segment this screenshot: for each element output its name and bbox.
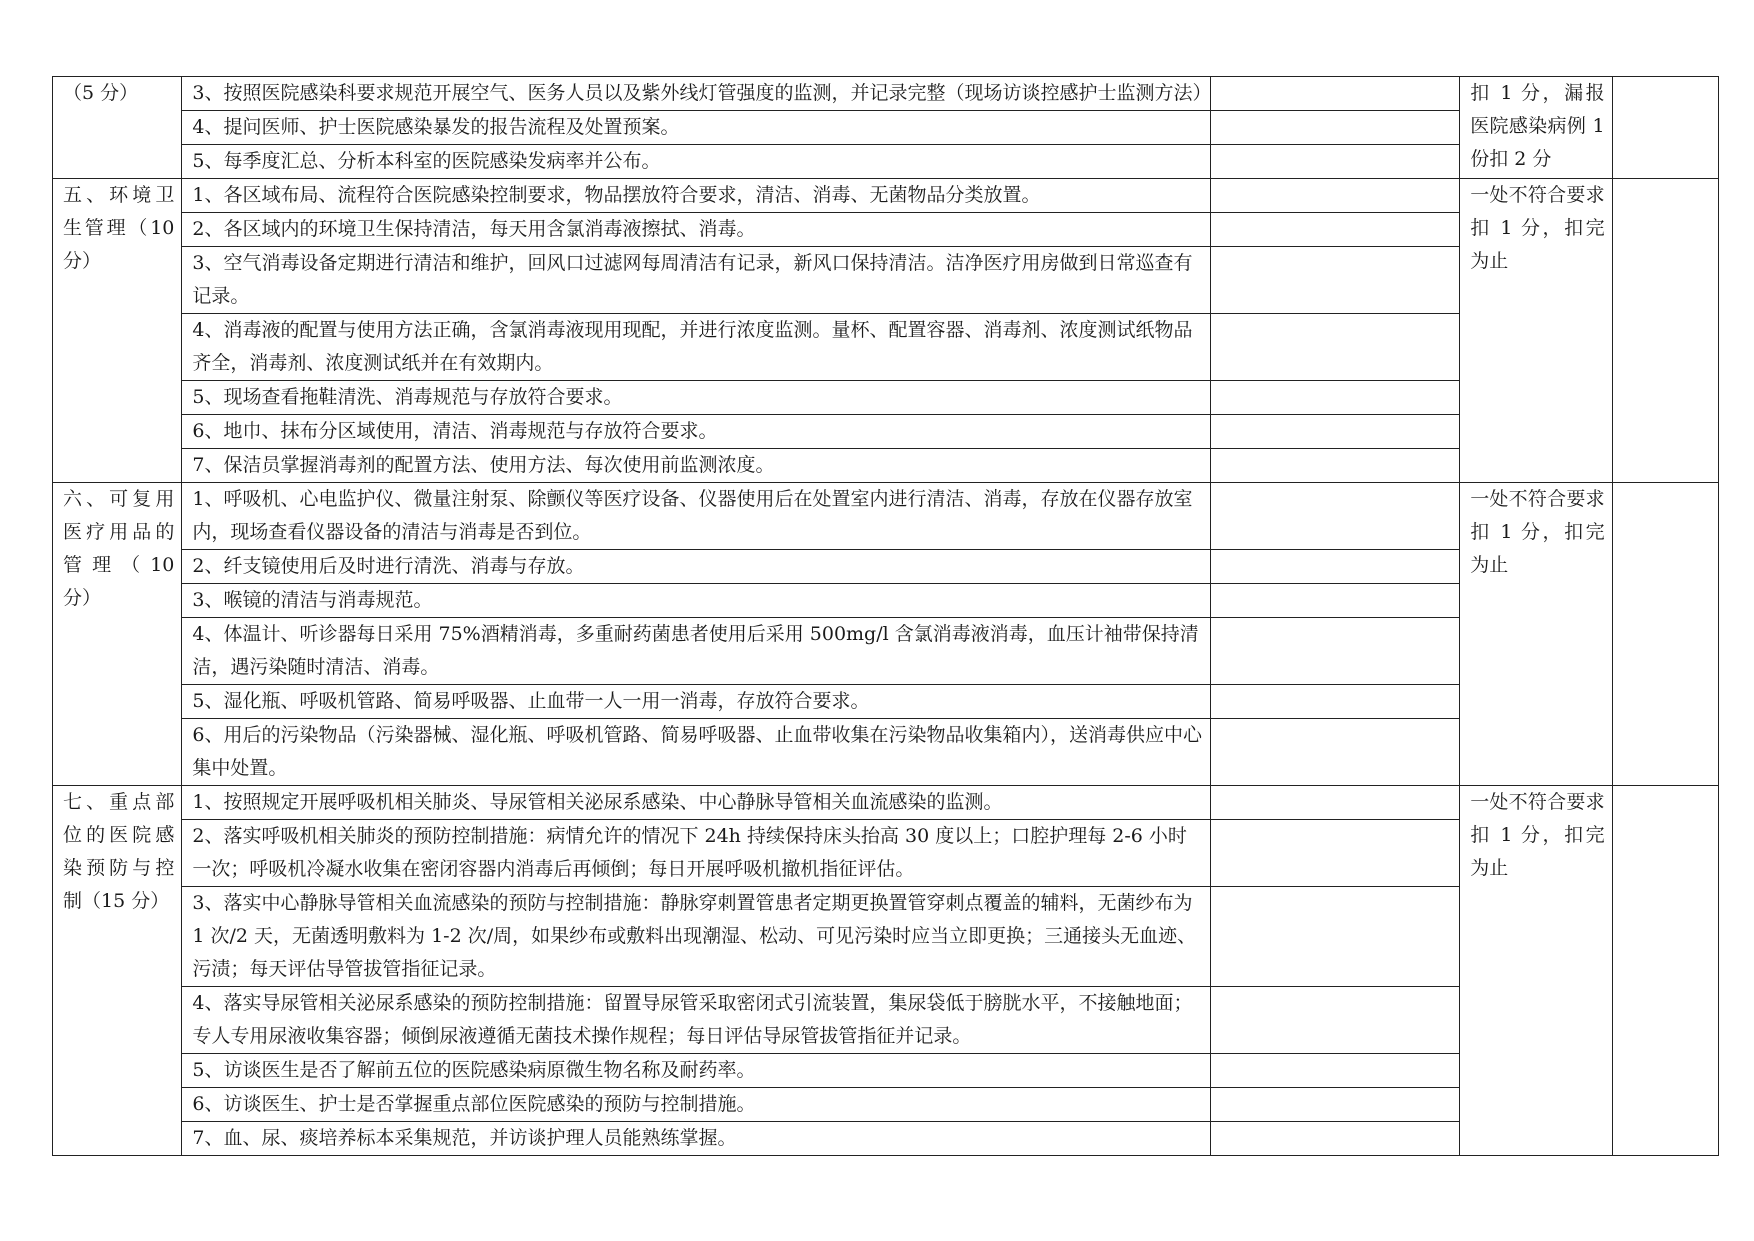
criteria-item: 4、体温计、听诊器每日采用 75%酒精消毒，多重耐药菌患者使用后采用 500mg/l 含氯消毒液消毒，血压计袖带保持清洁，遇污染随时清洁、消毒。 [182, 618, 1211, 685]
inspection-result-cell [1211, 247, 1460, 314]
criteria-item: 2、落实呼吸机相关肺炎的预防控制措施：病情允许的情况下 24h 持续保持床头抬高 30 度以上；口腔护理每 2-6 小时一次；呼吸机冷凝水收集在密闭容器内消毒后再倾倒；每日开展呼吸机撤机指征评估。 [182, 820, 1211, 887]
table-row [53, 179, 1719, 213]
criteria-item: 5、每季度汇总、分析本科室的医院感染发病率并公布。 [182, 145, 1211, 179]
inspection-result-cell [1211, 786, 1460, 820]
penalty-rule-cell: 一处不符合要求扣 1 分，扣完为止 [1460, 786, 1612, 1156]
deduction-cell [1612, 786, 1718, 1156]
inspection-result-cell [1211, 449, 1460, 483]
criteria-item: 4、提问医师、护士医院感染暴发的报告流程及处置预案。 [182, 111, 1211, 145]
inspection-result-cell [1211, 111, 1460, 145]
inspection-result-cell [1211, 584, 1460, 618]
category-cell: 六、可复用医疗用品的管理（10 分） [53, 483, 182, 786]
inspection-result-cell [1211, 987, 1460, 1054]
criteria-item: 7、血、尿、痰培养标本采集规范，并访谈护理人员能熟练掌握。 [182, 1122, 1211, 1156]
inspection-result-cell [1211, 550, 1460, 584]
inspection-result-cell [1211, 618, 1460, 685]
inspection-result-cell [1211, 820, 1460, 887]
criteria-item: 4、落实导尿管相关泌尿系感染的预防控制措施：留置导尿管采取密闭式引流装置，集尿袋低于膀胱水平，不接触地面；专人专用尿液收集容器；倾倒尿液遵循无菌技术操作规程；每日评估导尿管拔管指征并记录。 [182, 987, 1211, 1054]
criteria-item: 3、空气消毒设备定期进行清洁和维护，回风口过滤网每周清洁有记录，新风口保持清洁。洁净医疗用房做到日常巡查有记录。 [182, 247, 1211, 314]
criteria-item: 3、落实中心静脉导管相关血流感染的预防与控制措施：静脉穿刺置管患者定期更换置管穿刺点覆盖的辅料，无菌纱布为 1 次/2 天，无菌透明敷料为 1-2 次/周，如果纱布或敷料出现潮湿、松动、可见污染时应当立即更换；三通接头无血迹、污渍；每天评估导管拔管指征记录。 [182, 887, 1211, 987]
inspection-result-cell [1211, 1122, 1460, 1156]
criteria-item: 3、按照医院感染科要求规范开展空气、医务人员以及紫外线灯管强度的监测，并记录完整（现场访谈控感护士监测方法） [182, 77, 1211, 111]
criteria-item: 5、现场查看拖鞋清洗、消毒规范与存放符合要求。 [182, 381, 1211, 415]
inspection-result-cell [1211, 483, 1460, 550]
criteria-item: 1、按照规定开展呼吸机相关肺炎、导尿管相关泌尿系感染、中心静脉导管相关血流感染的监测。 [182, 786, 1211, 820]
criteria-item: 7、保洁员掌握消毒剂的配置方法、使用方法、每次使用前监测浓度。 [182, 449, 1211, 483]
inspection-result-cell [1211, 887, 1460, 987]
inspection-result-cell [1211, 1088, 1460, 1122]
criteria-item: 2、各区域内的环境卫生保持清洁，每天用含氯消毒液擦拭、消毒。 [182, 213, 1211, 247]
inspection-result-cell [1211, 381, 1460, 415]
criteria-item: 3、喉镜的清洁与消毒规范。 [182, 584, 1211, 618]
inspection-result-cell [1211, 145, 1460, 179]
criteria-item: 5、访谈医生是否了解前五位的医院感染病原微生物名称及耐药率。 [182, 1054, 1211, 1088]
criteria-item: 5、湿化瓶、呼吸机管路、简易呼吸器、止血带一人一用一消毒，存放符合要求。 [182, 685, 1211, 719]
inspection-result-cell [1211, 415, 1460, 449]
inspection-result-cell [1211, 685, 1460, 719]
inspection-result-cell [1211, 719, 1460, 786]
deduction-cell [1612, 179, 1718, 483]
criteria-item: 1、呼吸机、心电监护仪、微量注射泵、除颤仪等医疗设备、仪器使用后在处置室内进行清洁、消毒，存放在仪器存放室内，现场查看仪器设备的清洁与消毒是否到位。 [182, 483, 1211, 550]
inspection-result-cell [1211, 1054, 1460, 1088]
table-row [53, 786, 1719, 820]
inspection-result-cell [1211, 213, 1460, 247]
table-row [53, 77, 1719, 111]
inspection-table [52, 76, 1719, 1156]
criteria-item: 6、用后的污染物品（污染器械、湿化瓶、呼吸机管路、简易呼吸器、止血带收集在污染物品收集箱内），送消毒供应中心集中处置。 [182, 719, 1211, 786]
criteria-item: 6、地巾、抹布分区域使用，清洁、消毒规范与存放符合要求。 [182, 415, 1211, 449]
inspection-result-cell [1211, 77, 1460, 111]
penalty-rule-cell: 一处不符合要求扣 1 分，扣完为止 [1460, 483, 1612, 786]
criteria-item: 4、消毒液的配置与使用方法正确，含氯消毒液现用现配，并进行浓度监测。量杯、配置容器、消毒剂、浓度测试纸物品齐全，消毒剂、浓度测试纸并在有效期内。 [182, 314, 1211, 381]
category-cell: （5 分） [53, 77, 182, 179]
inspection-result-cell [1211, 314, 1460, 381]
deduction-cell [1612, 483, 1718, 786]
table-row [53, 483, 1719, 550]
deduction-cell [1612, 77, 1718, 179]
criteria-item: 1、各区域布局、流程符合医院感染控制要求，物品摆放符合要求，清洁、消毒、无菌物品分类放置。 [182, 179, 1211, 213]
criteria-item: 6、访谈医生、护士是否掌握重点部位医院感染的预防与控制措施。 [182, 1088, 1211, 1122]
inspection-result-cell [1211, 179, 1460, 213]
category-cell: 五、环境卫生管理（10 分） [53, 179, 182, 483]
penalty-rule-cell: 扣 1 分，漏报医院感染病例 1 份扣 2 分 [1460, 77, 1612, 179]
category-cell: 七、重点部位的医院感染预防与控制（15 分） [53, 786, 182, 1156]
penalty-rule-cell: 一处不符合要求扣 1 分，扣完为止 [1460, 179, 1612, 483]
criteria-item: 2、纤支镜使用后及时进行清洗、消毒与存放。 [182, 550, 1211, 584]
